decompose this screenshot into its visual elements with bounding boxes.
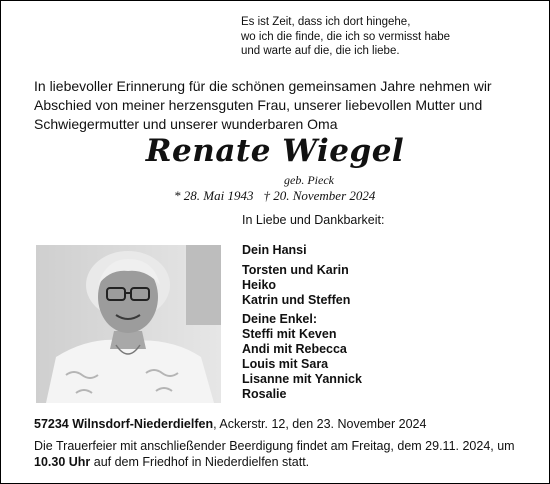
grandchild-entry: Rosalie xyxy=(242,387,287,401)
grandchildren-heading: Deine Enkel: xyxy=(242,312,318,326)
spouse-name: Dein Hansi xyxy=(242,243,307,257)
intro-line: Schwiegermutter und unserer wunderbaren Oma xyxy=(34,116,338,132)
poem xyxy=(241,15,450,59)
maiden-name: geb. Pieck xyxy=(284,173,334,187)
death-date: † 20. November 2024 xyxy=(263,188,376,203)
thanks-line: In Liebe und Dankbarkeit: xyxy=(242,213,385,227)
service-info xyxy=(34,438,534,470)
child-entry: Heiko xyxy=(242,278,277,292)
service-line-1: Die Trauerfeier mit anschließender Beerdigung findet am Freitag, dem 29.11. 2024, um xyxy=(34,439,515,453)
poem-line: wo ich die finde, die ich so vermisst habe xyxy=(241,30,451,43)
address-line xyxy=(34,417,426,431)
address-place: 57234 Wilnsdorf-Niederdielfen xyxy=(34,417,214,431)
poem-line: und warte auf die, die ich liebe. xyxy=(241,45,400,57)
poem-line: Es ist Zeit, dass ich dort hingehe, xyxy=(241,16,411,28)
portrait-image xyxy=(36,245,221,403)
intro-line: In liebevoller Erinnerung für die schönen gemeinsamen Jahre nehmen wir xyxy=(34,78,492,94)
life-dates xyxy=(174,188,385,204)
grandchild-entry: Steffi mit Keven xyxy=(242,327,337,341)
grandchild-entry: Louis mit Sara xyxy=(242,357,329,371)
portrait-photo xyxy=(36,245,221,403)
child-entry: Katrin und Steffen xyxy=(242,293,351,307)
service-location: auf dem Friedhof in Niederdielfen statt. xyxy=(90,455,310,469)
birth-date: * 28. Mai 1943 xyxy=(174,188,254,203)
grandchild-entry: Andi mit Rebecca xyxy=(242,342,347,356)
grandchildren-block xyxy=(242,312,362,402)
grandchild-entry: Lisanne mit Yannick xyxy=(242,372,362,386)
children-list xyxy=(242,263,350,308)
service-time: 10.30 Uhr xyxy=(34,455,91,469)
intro-text xyxy=(34,77,534,134)
child-entry: Torsten und Karin xyxy=(242,263,349,277)
deceased-name: Renate Wiegel xyxy=(145,133,405,169)
service-line-2 xyxy=(34,454,534,470)
intro-line: Abschied von meiner herzensguten Frau, unserer liebevollen Mutter und xyxy=(34,97,483,113)
address-rest: , Ackerstr. 12, den 23. November 2024 xyxy=(213,417,427,431)
